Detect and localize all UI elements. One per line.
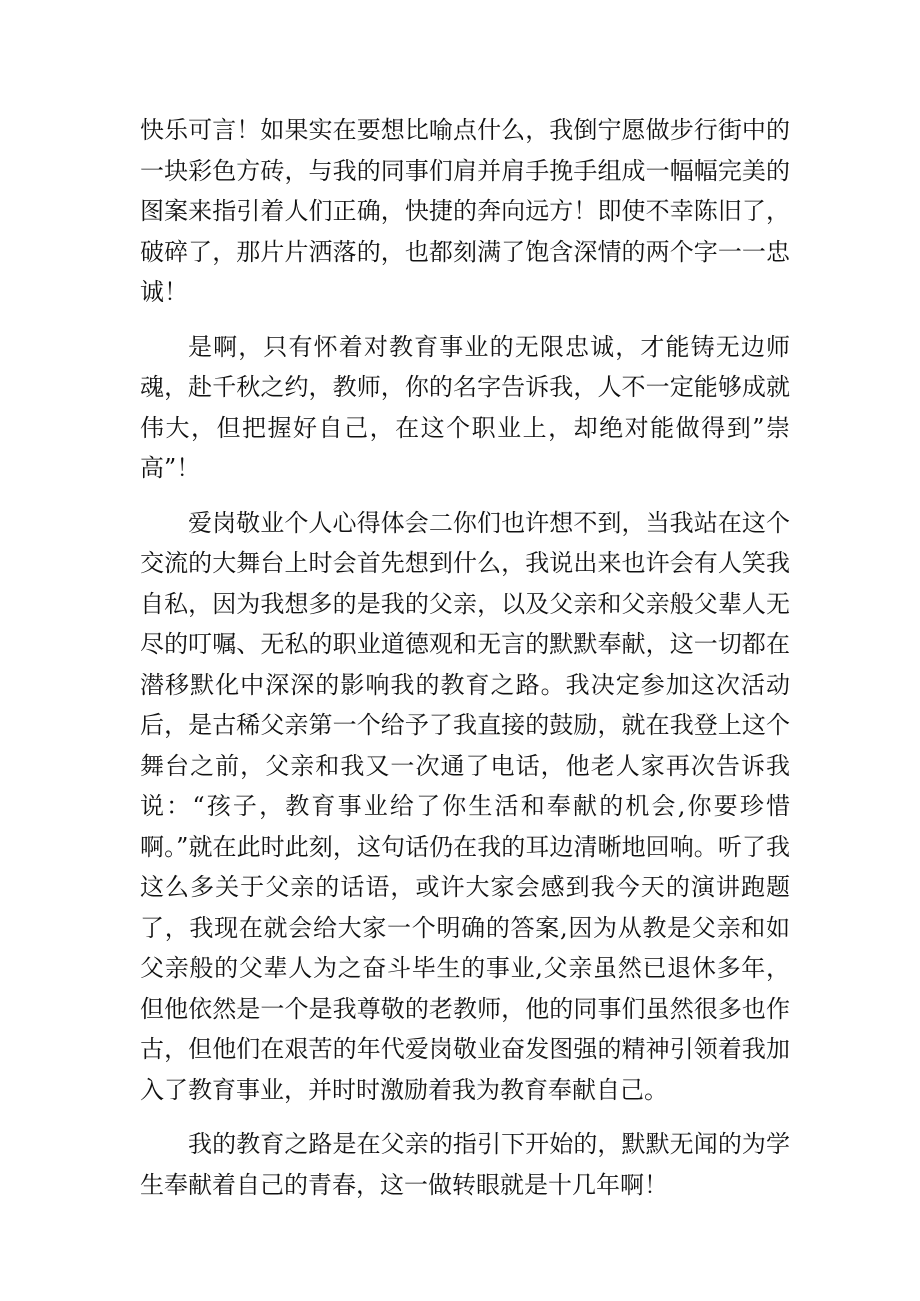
paragraph-2: 是啊，只有怀着对教育事业的无限忠诚，才能铸无边师魂，赴千秋之约，教师，你的名字告诉我，人不一定能够成就伟大，但把握好自己，在这个职业上，却绝对能做得到”崇高”！ [140, 332, 790, 482]
paragraph-4: 我的教育之路是在父亲的指引下开始的，默默无闻的为学生奉献着自己的青春，这一做转眼就是十几年啊！ [140, 1130, 790, 1199]
document-body [140, 110, 790, 1219]
paragraph-1: 快乐可言！如果实在要想比喻点什么，我倒宁愿做步行街中的一块彩色方砖，与我的同事们肩并肩手挽手组成一幅幅完美的图案来指引着人们正确，快捷的奔向远方！即使不幸陈旧了，破碎了，那片片洒落的，也都刻满了饱含深情的两个字一一忠诚！ [140, 116, 790, 306]
paragraph-3: 爱岗敬业个人心得体会二你们也许想不到，当我站在这个交流的大舞台上时会首先想到什么，我说出来也许会有人笑我自私，因为我想多的是我的父亲，以及父亲和父亲般父辈人无尽的叮嘱、无私的职业道德观和无言的默默奉献，这一切都在潜移默化中深深的影响我的教育之路。我决定参加这次活动后，是古稀父亲第一个给予了我直接的鼓励，就在我登上这个舞台之前，父亲和我又一次通了电话，他老人家再次告诉我说：“孩子，教育事业给了你生活和奉献的机会,你要珍惜啊。”就在此时此刻，这句话仍在我的耳边清晰地回响。听了我这么多关于父亲的话语，或许大家会感到我今天的演讲跑题了，我现在就会给大家一个明确的答案,因为从教是父亲和如父亲般的父辈人为之奋斗毕生的事业,父亲虽然已退休多年，但他依然是一个是我尊敬的老教师，他的同事们虽然很多也作古，但他们在艰苦的年代爱岗敬业奋发图强的精神引领着我加入了教育事业，并时时激励着我为教育奉献自己。 [140, 508, 790, 1104]
